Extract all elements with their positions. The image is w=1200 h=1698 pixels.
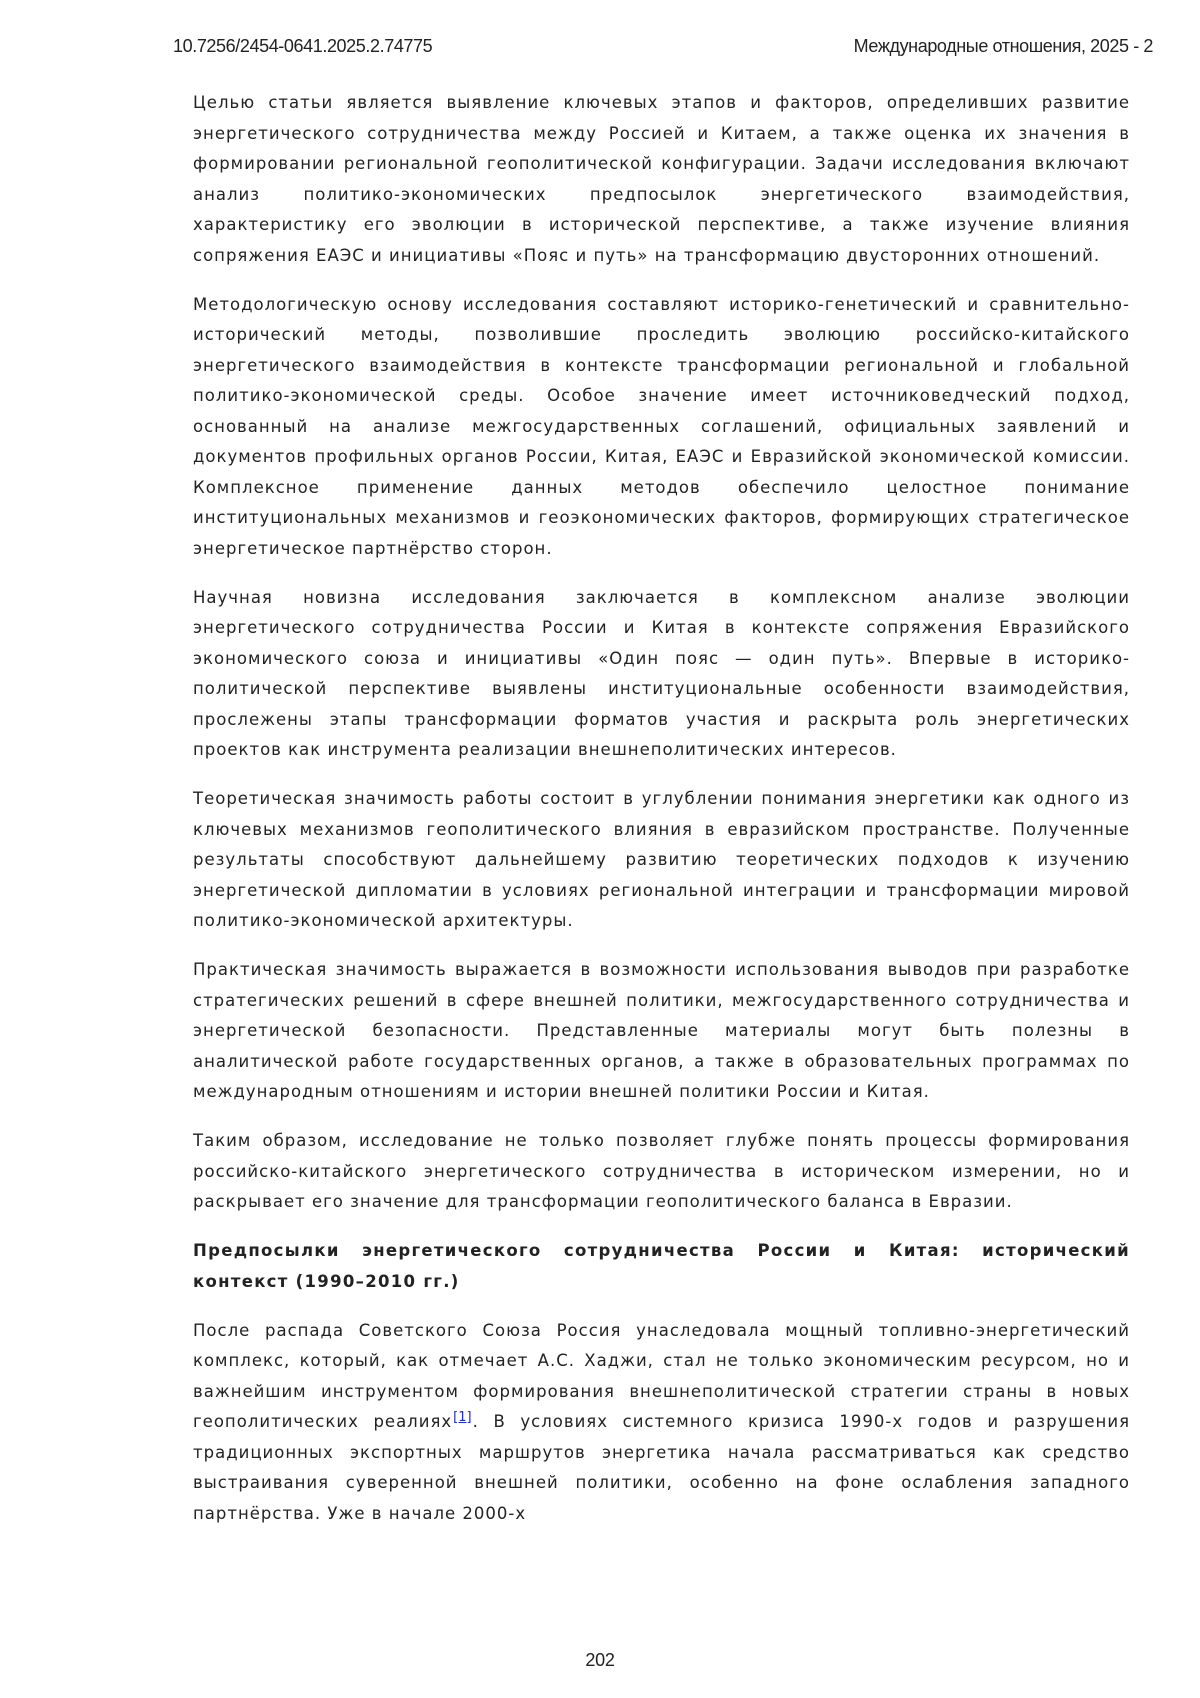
- page-header: [173, 36, 1153, 62]
- page-number: 202: [0, 1650, 1200, 1671]
- paragraph-methodology: Методологическую основу исследования составляют историко-генетический и сравнительно-исторический методы, позволившие проследить эволюцию российско-китайского энергетического взаимодействия в контексте трансформации региональной и глобальной политико-экономической среды. Особое значение имеет источниковедческий подход, основанный на анализе межгосударственных соглашений, официальных заявлений и документов профильных органов России, Китая, ЕАЭС и Евразийской экономической комиссии. Комплексное применение данных методов обеспечило целостное понимание институциональных механизмов и геоэкономических факторов, формирующих стратегическое энергетическое партнёрство сторон.: [193, 290, 1130, 565]
- journal-title: Международные отношения, 2025 - 2: [854, 36, 1153, 57]
- paragraph-theoretical-significance: Теоретическая значимость работы состоит в углублении понимания энергетики как одного из ключевых механизмов геополитического влияния в евразийском пространстве. Полученные результаты способствуют дальнейшему развитию теоретических подходов к изучению энергетической дипломатии в условиях региональной интеграции и трансформации мировой политико-экономической архитектуры.: [193, 784, 1130, 937]
- doi-text: 10.7256/2454-0641.2025.2.74775: [173, 36, 432, 57]
- paragraph-novelty: Научная новизна исследования заключается в комплексном анализе эволюции энергетического сотрудничества России и Китая в контексте сопряжения Евразийского экономического союза и инициативы «Один пояс — один путь». Впервые в историко-политической перспективе выявлены институциональные особенности взаимодействия, прослежены этапы трансформации форматов участия и раскрыта роль энергетических проектов как инструмента реализации внешнеполитических интересов.: [193, 583, 1130, 766]
- paragraph-practical-significance: Практическая значимость выражается в возможности использования выводов при разработке стратегических решений в сфере внешней политики, межгосударственного сотрудничества и энергетической безопасности. Представленные материалы могут быть полезны в аналитической работе государственных органов, а также в образовательных программах по международным отношениям и истории внешней политики России и Китая.: [193, 955, 1130, 1108]
- footnote-link[interactable]: [1]: [453, 1410, 471, 1425]
- section-heading: Предпосылки энергетического сотрудничества России и Китая: исторический контекст (1990–2010 гг.): [193, 1236, 1130, 1297]
- paragraph-historical-context: [193, 1316, 1130, 1530]
- article-body: [193, 88, 1130, 1548]
- paragraph-text-end: . В условиях системного кризиса 1990-х годов и разрушения традиционных экспортных маршрутов энергетика начала рассматриваться как средство выстраивания суверенной внешней политики, особенно на фоне ослабления западного партнёрства. Уже в начале 2000-х: [193, 1412, 1130, 1523]
- paragraph-text-start: После распада Советского Союза Россия унаследовала мощный топливно-энергетический комплекс, который, как отмечает А.С. Хаджи, стал не только экономическим ресурсом, но и важнейшим инструментом формирования внешнеполитической стратегии страны в новых геополитических реалиях: [193, 1321, 1130, 1432]
- paragraph-objective: Целью статьи является выявление ключевых этапов и факторов, определивших развитие энергетического сотрудничества между Россией и Китаем, а также оценка их значения в формировании региональной геополитической конфигурации. Задачи исследования включают анализ политико-экономических предпосылок энергетического взаимодействия, характеристику его эволюции в исторической перспективе, а также изучение влияния сопряжения ЕАЭС и инициативы «Пояс и путь» на трансформацию двусторонних отношений.: [193, 88, 1130, 271]
- paragraph-conclusion: Таким образом, исследование не только позволяет глубже понять процессы формирования российско-китайского энергетического сотрудничества в историческом измерении, но и раскрывает его значение для трансформации геополитического баланса в Евразии.: [193, 1126, 1130, 1218]
